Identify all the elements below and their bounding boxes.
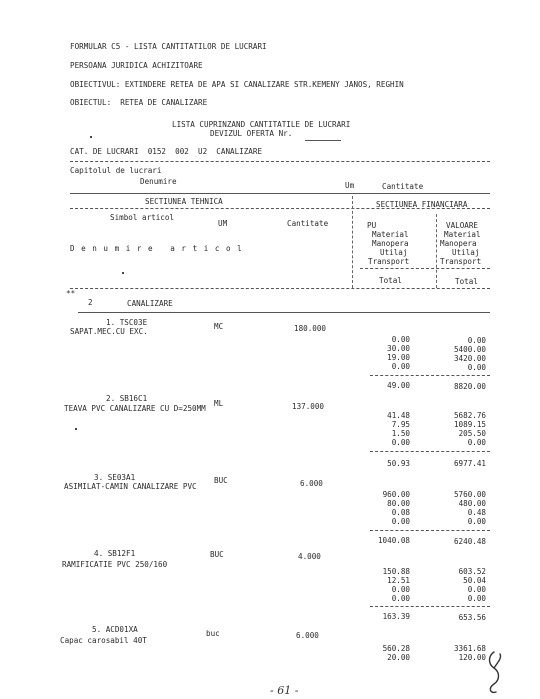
value-labour: 5400.00 <box>453 345 486 354</box>
article-um: MC <box>214 322 224 331</box>
value-total-label: Total <box>455 277 478 286</box>
value-total: 8820.00 <box>453 382 486 391</box>
article-um: buc <box>206 629 220 638</box>
article-code: 2. SB16C1 <box>106 394 148 403</box>
unit-price-labour: 80.00 <box>387 499 410 508</box>
pu-header-transport: Transport <box>368 257 410 266</box>
article-code: 3. SE03A1 <box>94 473 136 482</box>
article-quantity: 4.000 <box>298 552 321 561</box>
scan-dot <box>90 136 92 138</box>
technical-section-label: SECTIUNEA TEHNICA <box>145 197 223 206</box>
unit-price-labour: 20.00 <box>387 653 410 662</box>
unit-price-total: 49.00 <box>387 381 410 390</box>
work-category: CAT. DE LUCRARI 0152 002 U2 CANALIZARE <box>70 147 263 156</box>
contracting-authority: PERSOANA JURIDICA ACHIZITOARE <box>70 61 203 70</box>
value-total: 6240.48 <box>453 537 486 546</box>
stars-marker: ** <box>66 289 76 298</box>
unit-price-equipment: 1.50 <box>391 429 410 438</box>
value-total: 6977.41 <box>453 459 486 468</box>
pu-header-utilaj: Utilaj <box>380 248 408 257</box>
list-title: LISTA CUPRINZAND CANTITATILE DE LUCRARI <box>172 120 351 129</box>
quantity-label: Cantitate <box>287 219 329 228</box>
article-name-label: D e n u m i r e a r t i c o l <box>70 244 243 253</box>
pu-header-manopera: Manopera <box>372 239 409 248</box>
object: OBIECTUL: RETEA DE CANALIZARE <box>70 98 208 107</box>
value-labour: 120.00 <box>458 653 486 662</box>
value-material: 5682.76 <box>453 411 486 420</box>
financial-section-label: SECTIUNEA FINANCIARA <box>376 200 468 209</box>
name-label: Denumire <box>140 177 177 186</box>
offer-title: DEVIZUL OFERTA Nr. <box>210 129 293 138</box>
unit-price-material: 960.00 <box>382 490 410 499</box>
rule <box>370 375 490 376</box>
article-quantity: 180.000 <box>294 324 327 333</box>
section-name: CANALIZARE <box>127 299 173 308</box>
value-header-valoare: VALOARE <box>446 221 479 230</box>
pu-header-pu: PU <box>367 221 377 230</box>
unit-price-labour: 7.95 <box>391 420 410 429</box>
article-quantity: 6.000 <box>296 631 319 640</box>
value-transport: 0.00 <box>467 517 486 526</box>
value-material: 0.00 <box>467 336 486 345</box>
column-divider <box>352 196 353 288</box>
unit-price-equipment: 19.00 <box>387 353 410 362</box>
unit-price-material: 0.00 <box>391 335 410 344</box>
value-labour: 1089.15 <box>453 420 486 429</box>
column-divider <box>436 214 437 288</box>
chapter-label: Capitolul de lucrari <box>70 166 162 175</box>
unit-price-equipment: 0.08 <box>391 508 410 517</box>
article-name: TEAVA PVC CANALIZARE CU D=250MM <box>64 404 206 413</box>
article-name: SAPAT.MEC.CU EXC. <box>70 327 148 336</box>
value-equipment: 0.48 <box>467 508 486 517</box>
rule <box>360 268 490 269</box>
value-transport: 0.00 <box>467 363 486 372</box>
article-quantity: 6.000 <box>300 479 323 488</box>
unit-price-material: 150.88 <box>382 567 410 576</box>
value-header-transport: Transport <box>440 257 482 266</box>
rule <box>78 312 490 313</box>
value-labour: 480.00 <box>458 499 486 508</box>
rule <box>70 161 490 162</box>
article-name: ASIMILAT-CAMIN CANALIZARE PVC <box>64 482 197 491</box>
rule <box>370 451 490 452</box>
value-transport: 0.00 <box>467 438 486 447</box>
rule <box>70 208 490 209</box>
value-material: 5760.00 <box>453 490 486 499</box>
value-material: 3361.68 <box>453 644 486 653</box>
article-code: 4. SB12F1 <box>94 549 136 558</box>
handwritten-signature <box>482 650 508 696</box>
unit-price-transport: 0.00 <box>391 438 410 447</box>
section-number: 2 <box>88 298 93 307</box>
unit-price-transport: 0.00 <box>391 362 410 371</box>
unit-price-material: 560.28 <box>382 644 410 653</box>
article-code: 1. TSC03E <box>106 318 148 327</box>
unit-price-total: 50.93 <box>387 459 410 468</box>
article-name: Capac carosabil 40T <box>60 636 147 645</box>
unit-price-total: 1040.08 <box>377 536 410 545</box>
unit-price-total: 163.39 <box>382 612 410 621</box>
rule <box>70 288 490 289</box>
um-label: UM <box>218 219 228 228</box>
value-equipment: 205.50 <box>458 429 486 438</box>
value-total: 653.56 <box>458 613 486 622</box>
offer-number-blank <box>305 140 341 141</box>
unit-price-material: 41.48 <box>387 411 410 420</box>
unit-price-transport: 0.00 <box>391 517 410 526</box>
page-number: - 61 - <box>270 684 299 697</box>
um-top-label: Um <box>345 181 355 190</box>
article-um: BUC <box>210 550 224 559</box>
rule <box>370 606 490 607</box>
value-material: 603.52 <box>458 567 486 576</box>
form-title: FORMULAR C5 - LISTA CANTITATILOR DE LUCRARI <box>70 42 267 51</box>
value-header-utilaj: Utilaj <box>452 248 480 257</box>
scan-dot <box>122 272 124 274</box>
rule <box>70 193 490 194</box>
article-quantity: 137.000 <box>292 402 325 411</box>
objective: OBIECTIVUL: EXTINDERE RETEA DE APA SI CANALIZARE STR.KEMENY JANOS, REGHIN <box>70 80 404 89</box>
article-um: BUC <box>214 476 228 485</box>
value-header-manopera: Manopera <box>440 239 477 248</box>
symbol-label: Simbol articol <box>110 213 175 222</box>
value-header-material: Material <box>444 230 481 239</box>
value-equipment: 0.00 <box>467 585 486 594</box>
scan-dot <box>75 428 77 430</box>
pu-total-label: Total <box>379 276 402 285</box>
unit-price-equipment: 0.00 <box>391 585 410 594</box>
unit-price-transport: 0.00 <box>391 594 410 603</box>
rule <box>370 530 490 531</box>
value-transport: 0.00 <box>467 594 486 603</box>
unit-price-labour: 30.00 <box>387 344 410 353</box>
quantity-top-label: Cantitate <box>382 182 424 191</box>
article-um: ML <box>214 399 224 408</box>
value-labour: 50.04 <box>463 576 486 585</box>
article-code: 5. ACD01XA <box>92 625 138 634</box>
article-name: RAMIFICATIE PVC 250/160 <box>62 560 168 569</box>
value-equipment: 3420.00 <box>453 354 486 363</box>
unit-price-labour: 12.51 <box>387 576 410 585</box>
pu-header-material: Material <box>372 230 409 239</box>
